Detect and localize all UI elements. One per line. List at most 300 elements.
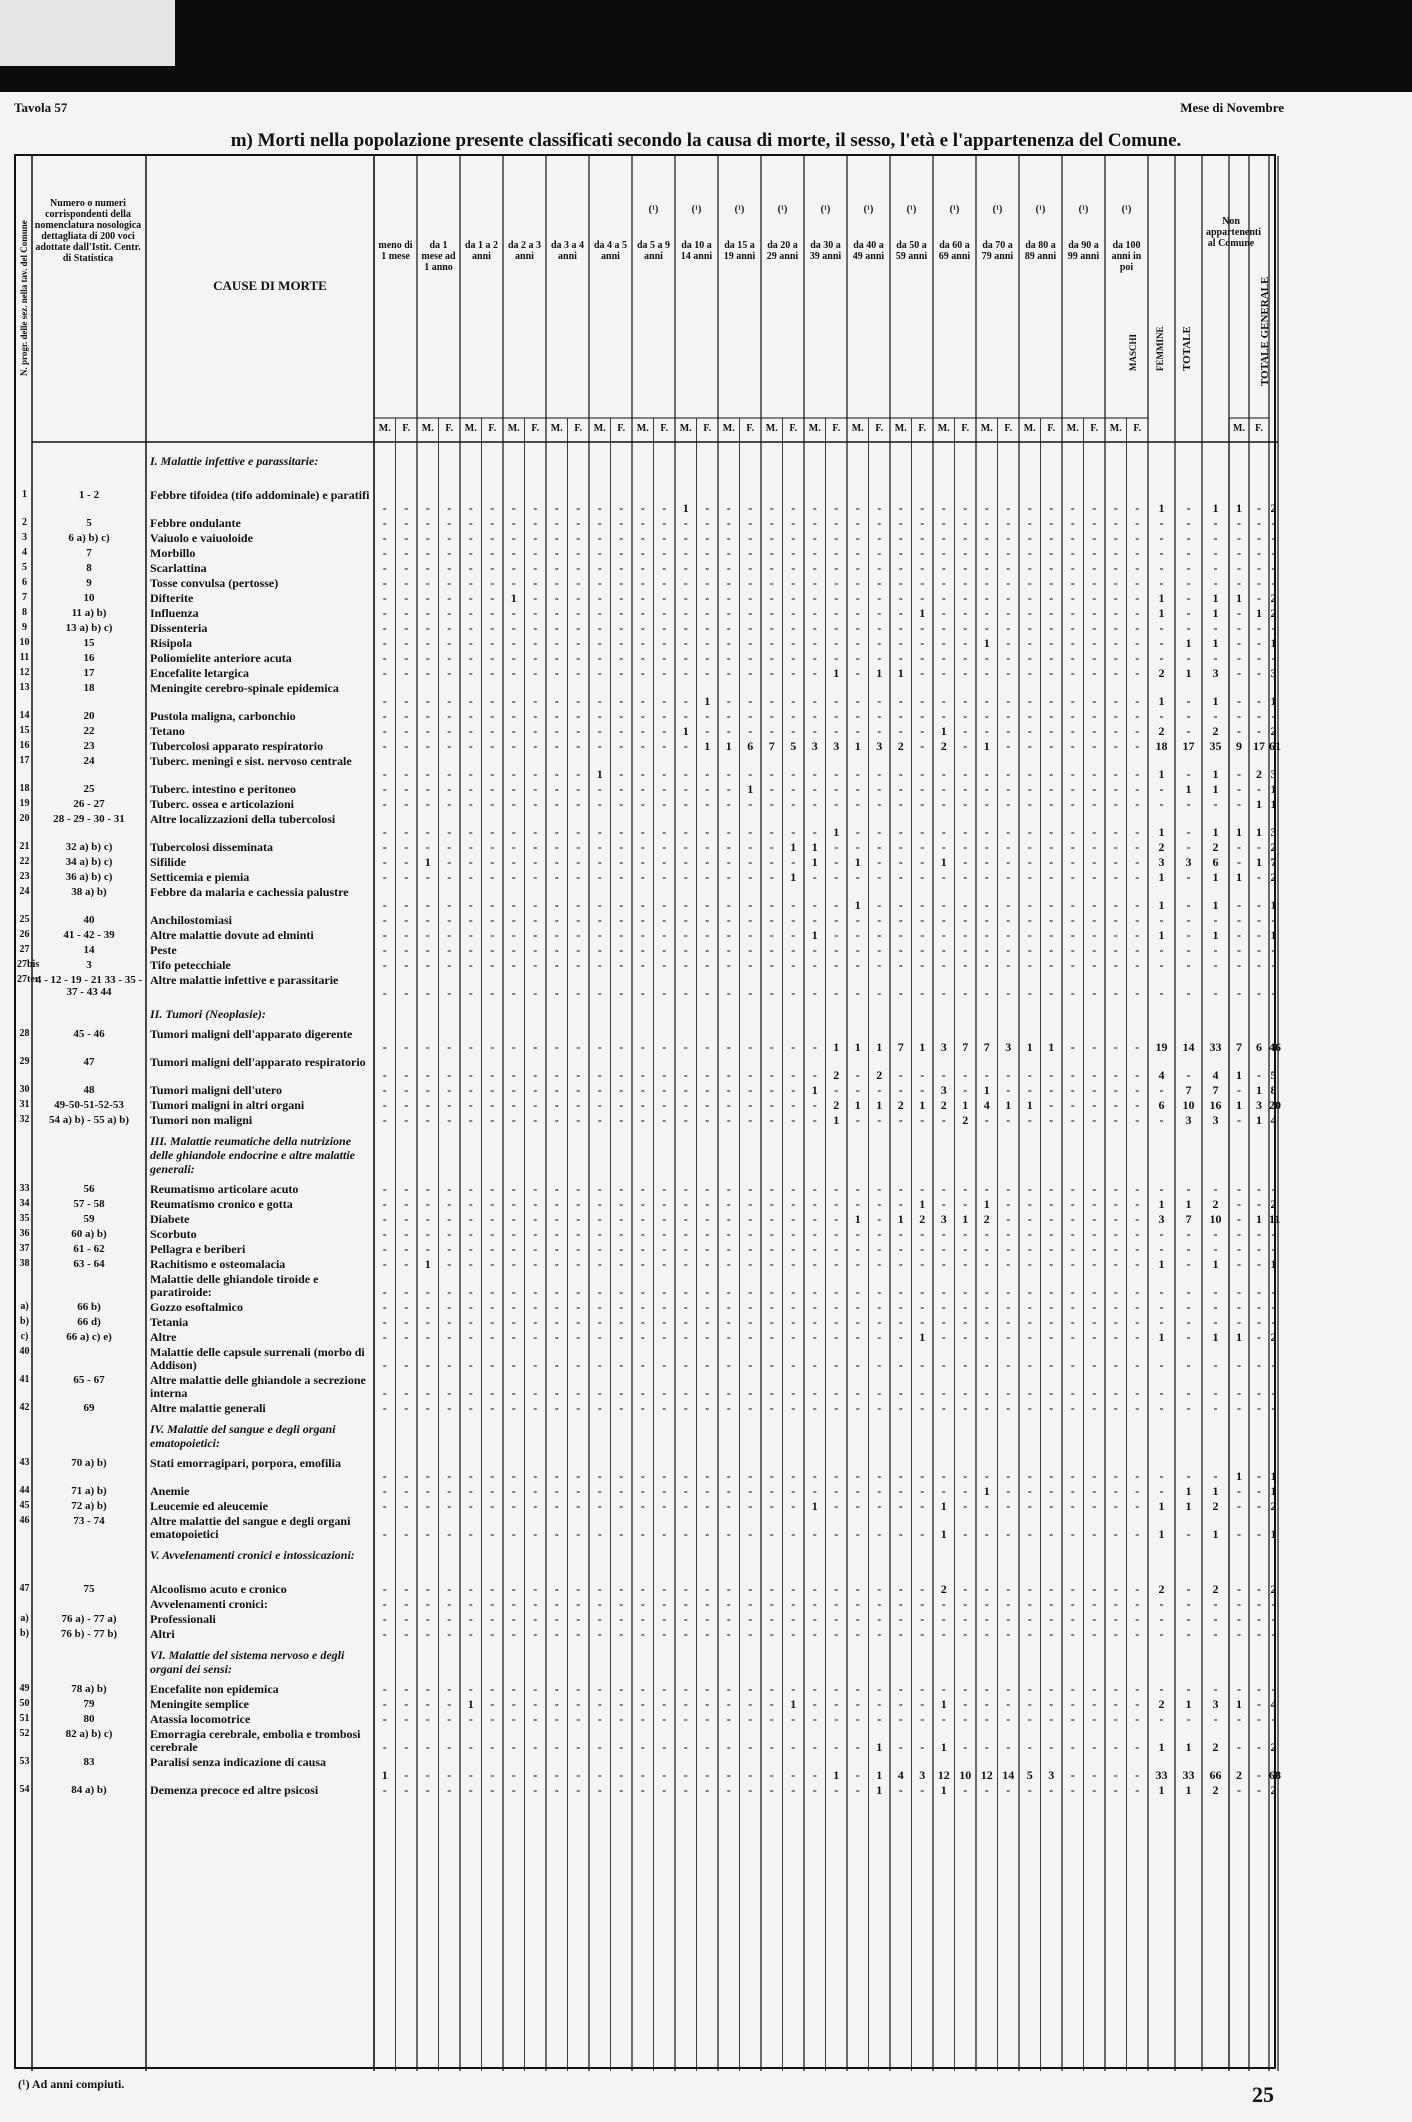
age-count-cell: - [748,666,753,680]
age-count-cell: - [1049,1597,1054,1611]
age-count-cell: - [812,870,817,884]
age-count-cell: - [382,1212,387,1226]
age-count-cell: - [662,1197,667,1211]
age-count-cell: - [683,913,688,927]
nomenclature-code: 34 a) b) c) [65,856,113,868]
age-count-cell: - [404,516,409,530]
age-count-cell: - [812,1197,817,1211]
age-count-cell: - [404,501,409,515]
age-count-cell: - [834,1330,839,1344]
age-count-cell: - [855,1257,860,1271]
tot-cell: 2 [1212,1740,1219,1754]
age-count-cell: - [877,840,882,854]
age-count-cell: - [963,1242,968,1256]
age-count-cell: - [1049,636,1054,650]
tg-cell: - [1271,1401,1276,1415]
sex-m-label: M. [464,423,477,434]
age-count-cell: - [404,709,409,723]
tot-cell: 7 [1212,1083,1219,1097]
age-count-cell: - [468,1098,473,1112]
age-count-cell: - [576,913,581,927]
nf-cell: - [1257,1227,1261,1241]
age-count-cell: - [941,928,946,942]
age-count-cell: - [1049,855,1054,869]
f-cell: - [1186,1358,1191,1372]
age-count-cell: - [726,1315,731,1329]
age-count-cell: - [1070,1740,1075,1754]
age-count-cell: - [576,855,581,869]
age-count-cell: - [1006,913,1011,927]
age-count-cell: - [1027,1113,1032,1127]
age-count-cell: - [748,724,753,738]
age-count-cell: - [404,1300,409,1314]
sex-m-label: M. [507,423,520,434]
nm-cell: - [1237,1227,1241,1241]
age-count-cell: - [855,782,860,796]
age-count-cell: - [726,1697,731,1711]
age-count-cell: - [619,855,624,869]
age-count-cell: - [468,546,473,560]
age-count-cell: - [1135,943,1140,957]
age-count-cell: 3 [811,739,818,753]
age-count-cell: - [1092,855,1097,869]
tg-cell: - [1271,943,1276,957]
age-count-cell: - [425,898,430,912]
age-count-cell: - [1027,1083,1032,1097]
age-count-cell: - [683,606,688,620]
cause-label: Sifilide [150,855,187,869]
age-count-cell: - [1006,739,1011,753]
age-count-cell: - [597,1582,602,1596]
age-count-cell: - [490,1197,495,1211]
age-count-cell: - [640,1627,645,1641]
age-count-cell: - [1092,666,1097,680]
age-count-cell: - [382,1582,387,1596]
age-count-cell: - [705,1612,710,1626]
cause-label: Diabete [150,1212,190,1226]
age-count-cell: - [382,1300,387,1314]
age-count-cell: - [791,1612,796,1626]
age-count-cell: - [963,898,968,912]
age-count-cell: - [662,782,667,796]
age-count-cell: - [920,651,925,665]
age-count-cell: - [877,1627,882,1641]
age-count-cell: - [791,767,796,781]
age-count-cell: - [1092,1484,1097,1498]
age-count-cell: - [834,958,839,972]
age-count-cell: - [726,561,731,575]
age-count-cell: - [705,709,710,723]
tot-cell: - [1213,516,1218,530]
age-count-cell: - [920,928,925,942]
nf-cell: - [1257,1068,1261,1082]
age-count-cell: - [533,870,538,884]
row-number: 41 [19,1374,30,1385]
age-count-cell: - [490,724,495,738]
age-count-cell: - [533,1768,538,1782]
age-count-cell: - [748,1182,753,1196]
age-count-cell: - [791,1068,796,1082]
age-count-cell: - [1027,546,1032,560]
age-count-cell: - [1027,516,1032,530]
age-count-cell: - [898,913,903,927]
age-count-cell: - [425,1068,430,1082]
age-count-cell: - [490,1783,495,1797]
age-count-cell: - [1006,501,1011,515]
cause-label: Encefalite non epidemica [150,1682,279,1696]
age-count-cell: - [791,1469,796,1483]
tot-cell: 1 [1212,1484,1219,1498]
age-count-cell: - [812,1627,817,1641]
age-count-cell: - [511,576,516,590]
age-count-cell: - [468,855,473,869]
age-count-cell: - [554,1083,559,1097]
age-count-cell: - [597,546,602,560]
sex-f-label: F. [402,423,411,434]
age-count-cell: - [468,1242,473,1256]
age-count-cell: - [425,1768,430,1782]
age-count-cell: - [619,1527,624,1541]
age-count-cell: - [468,767,473,781]
age-count-cell: - [533,898,538,912]
age-count-cell: - [941,1300,946,1314]
age-count-cell: - [576,724,581,738]
age-count-cell: - [683,739,688,753]
age-count-cell: - [597,1469,602,1483]
age-count-cell: - [554,1612,559,1626]
age-count-cell: - [834,1469,839,1483]
age-count-cell: - [683,1740,688,1754]
age-count-cell: - [941,943,946,957]
f-cell: - [1186,840,1191,854]
age-count-cell: - [898,1597,903,1611]
age-count-cell: - [769,1627,774,1641]
age-count-cell: - [425,1212,430,1226]
age-count-cell: - [640,986,645,1000]
age-count-cell: - [855,767,860,781]
age-label: da 5 a 9 anni [636,240,671,262]
age-count-cell: - [533,1315,538,1329]
age-count-cell: - [683,1285,688,1299]
age-count-cell: - [597,1783,602,1797]
age-count-cell: - [662,1627,667,1641]
age-count-cell: - [619,1484,624,1498]
age-count-cell: - [1049,1712,1054,1726]
age-count-cell: - [576,606,581,620]
age-count-cell: - [1113,636,1118,650]
age-count-cell: - [769,1527,774,1541]
age-count-cell: - [468,561,473,575]
age-count-cell: - [920,546,925,560]
age-count-cell: - [963,1197,968,1211]
age-count-cell: - [447,767,452,781]
age-count-cell: - [576,928,581,942]
row-number: 42 [19,1402,30,1413]
age-count-cell: - [1092,1469,1097,1483]
age-count-cell: - [726,1627,731,1641]
age-label: da 10 a 14 anni [680,240,713,262]
m-cell: - [1159,958,1164,972]
age-count-cell: - [1006,709,1011,723]
age-count-cell: - [662,825,667,839]
age-count-cell: - [877,546,882,560]
age-count-cell: - [963,1712,968,1726]
age-count-cell: - [705,1315,710,1329]
age-count-cell: - [748,1285,753,1299]
age-count-cell: - [404,943,409,957]
age-count-cell: - [1070,1358,1075,1372]
age-count-cell: 1 [940,1499,947,1513]
age-count-cell: - [877,986,882,1000]
cause-label: Altre malattie infettive e parassitarie [150,973,339,987]
age-count-cell: - [748,1098,753,1112]
age-count-cell: - [404,1212,409,1226]
age-count-cell: - [812,767,817,781]
f-cell: - [1186,591,1191,605]
age-count-cell: - [490,1386,495,1400]
age-count-cell: - [705,621,710,635]
age-count-cell: - [447,1285,452,1299]
age-count-cell: - [576,1597,581,1611]
nm-cell: - [1237,1484,1241,1498]
age-count-cell: - [726,651,731,665]
age-count-cell: - [425,694,430,708]
age-count-cell: - [640,1740,645,1754]
age-count-cell: - [963,739,968,753]
age-count-cell: - [662,561,667,575]
nm-cell: - [1237,1401,1241,1415]
age-count-cell: - [1006,797,1011,811]
cause-label: Tumori maligni dell'apparato respiratorio [150,1055,366,1069]
age-count-cell: - [1027,1612,1032,1626]
nm-cell: - [1237,1212,1241,1226]
age-count-cell: - [683,1682,688,1696]
age-count-cell: - [920,1740,925,1754]
age-label: da 1 a 2 anni [464,240,499,262]
f-cell: - [1186,1182,1191,1196]
nm-cell: - [1237,1182,1241,1196]
age-count-cell: - [984,1697,989,1711]
age-count-cell: - [920,855,925,869]
age-count-cell: - [941,709,946,723]
nf-cell: 1 [1256,797,1262,811]
age-count-cell: - [812,1285,817,1299]
age-count-cell: - [640,1783,645,1797]
tg-cell: - [1271,546,1276,560]
age-count-cell: - [619,516,624,530]
age-count-cell: - [1135,1300,1140,1314]
age-count-cell: - [791,1740,796,1754]
age-count-cell: - [855,1330,860,1344]
age-count-cell: - [855,1068,860,1082]
age-count-cell: - [834,1386,839,1400]
age-count-cell: - [554,1499,559,1513]
age-count-cell: - [984,621,989,635]
age-count-cell: - [554,1768,559,1782]
age-count-cell: - [984,958,989,972]
age-count-cell: - [812,1227,817,1241]
age-count-cell: - [963,782,968,796]
age-count-cell: - [576,501,581,515]
age-count-cell: - [855,1499,860,1513]
age-label: da 80 a 89 anni [1024,240,1057,262]
tot-cell: 1 [1212,501,1219,515]
sex-f-label: F. [746,423,755,434]
nomenclature-code: 47 [83,1056,95,1068]
nm-cell: - [1237,709,1241,723]
age-count-cell: - [447,1401,452,1415]
age-count-cell: - [748,1783,753,1797]
age-count-cell: - [726,1768,731,1782]
age-count-cell: - [533,1040,538,1054]
sex-f-label: F. [1004,423,1013,434]
m-cell: - [1159,651,1164,665]
totale-header: TOTALE [1181,326,1193,371]
age-count-cell: - [576,591,581,605]
age-count-cell: - [662,898,667,912]
age-count-cell: - [769,943,774,957]
sex-m-label: M. [894,423,907,434]
age-count-cell: - [511,1682,516,1696]
age-count-cell: - [404,1098,409,1112]
age-count-cell: - [963,531,968,545]
age-count-cell: - [1070,1386,1075,1400]
m-cell: 18 [1155,739,1168,753]
tg-cell: 1 [1270,1257,1277,1271]
age-count-cell: - [769,1386,774,1400]
nm-cell: - [1237,1740,1241,1754]
age-count-cell: - [726,1227,731,1241]
age-count-cell: - [382,724,387,738]
age-count-cell: - [404,561,409,575]
age-count-cell: - [425,782,430,796]
age-count-cell: - [963,546,968,560]
nf-cell: 1 [1256,825,1262,839]
age-count-cell: - [468,1182,473,1196]
age-count-cell: - [1113,501,1118,515]
age-count-cell: - [447,531,452,545]
age-count-cell: - [898,1113,903,1127]
nomenclature-code: 41 - 42 - 39 [63,929,115,941]
age-count-cell: - [984,724,989,738]
age-count-cell: - [490,576,495,590]
tg-cell: 1 [1270,928,1277,942]
age-count-cell: 1 [833,825,840,839]
age-count-cell: - [1027,1182,1032,1196]
age-count-cell: - [877,1697,882,1711]
age-count-cell: 7 [983,1040,990,1054]
scan-border [0,0,1412,92]
age-count-cell: - [1049,1330,1054,1344]
age-count-cell: - [619,913,624,927]
age-count-cell: - [662,531,667,545]
age-count-cell: - [748,898,753,912]
age-count-cell: - [1070,1285,1075,1299]
age-count-cell: - [619,561,624,575]
age-count-cell: - [1027,709,1032,723]
age-count-cell: - [490,870,495,884]
age-count-cell: - [963,1484,968,1498]
age-count-cell: - [1135,1040,1140,1054]
age-count-cell: - [619,1212,624,1226]
f-cell: - [1186,621,1191,635]
tot-cell: - [1213,1227,1218,1241]
age-count-cell: - [447,898,452,912]
nm-cell: - [1237,943,1241,957]
age-count-cell: - [1113,1068,1118,1082]
m-cell: 19 [1155,1040,1168,1054]
age-count-cell: 2 [940,739,947,753]
age-count-cell: - [1070,1212,1075,1226]
age-count-cell: - [855,606,860,620]
age-count-cell: - [1092,1582,1097,1596]
age-count-cell: - [941,621,946,635]
f-cell: - [1186,1527,1191,1541]
age-count-cell: - [984,767,989,781]
age-count-cell: - [1006,621,1011,635]
age-count-cell: - [748,1768,753,1782]
age-note [375,204,416,218]
age-count-cell: - [1006,1469,1011,1483]
f-cell: - [1186,797,1191,811]
age-count-cell: 1 [596,767,603,781]
age-count-cell: - [425,501,430,515]
age-count-cell: - [769,666,774,680]
age-count-cell: - [490,1098,495,1112]
cause-label: Paralisi senza indicazione di causa [150,1755,327,1769]
age-count-cell: - [382,797,387,811]
age-count-cell: - [920,621,925,635]
age-count-cell: - [1049,1285,1054,1299]
age-count-cell: - [576,709,581,723]
age-count-cell: - [576,1068,581,1082]
sex-m-label: M. [1023,423,1036,434]
age-count-cell: - [705,928,710,942]
nf-cell: - [1257,1682,1261,1696]
age-count-cell: - [941,1068,946,1082]
nf-cell: - [1257,840,1261,854]
age-count-cell: 1 [897,1212,904,1226]
age-count-cell: - [597,1315,602,1329]
row-number: 40 [19,1346,30,1357]
age-count-cell: - [812,1040,817,1054]
age-count-cell: - [1070,767,1075,781]
m-cell: 2 [1158,666,1165,680]
age-count-cell: - [1006,1712,1011,1726]
age-count-cell: - [941,767,946,781]
age-count-cell: - [1049,1697,1054,1711]
nomenclature-code: 66 d) [77,1316,101,1328]
age-count-cell: - [468,1740,473,1754]
tot-cell: - [1213,1627,1218,1641]
age-count-cell: - [468,913,473,927]
age-count-cell: - [1027,561,1032,575]
age-count-cell: - [490,606,495,620]
row-number: a) [20,1301,29,1312]
age-count-cell: - [382,958,387,972]
tg-cell: - [1271,1612,1276,1626]
m-cell: 6 [1158,1098,1165,1112]
row-number: 52 [19,1728,30,1739]
f-cell: - [1186,531,1191,545]
age-count-cell: - [726,1197,731,1211]
age-count-cell: - [382,1783,387,1797]
age-count-cell: - [1092,1285,1097,1299]
age-count-cell: - [1049,1083,1054,1097]
cause-label: Febbre ondulante [150,516,241,530]
nm-cell: - [1237,531,1241,545]
age-count-cell: - [382,870,387,884]
